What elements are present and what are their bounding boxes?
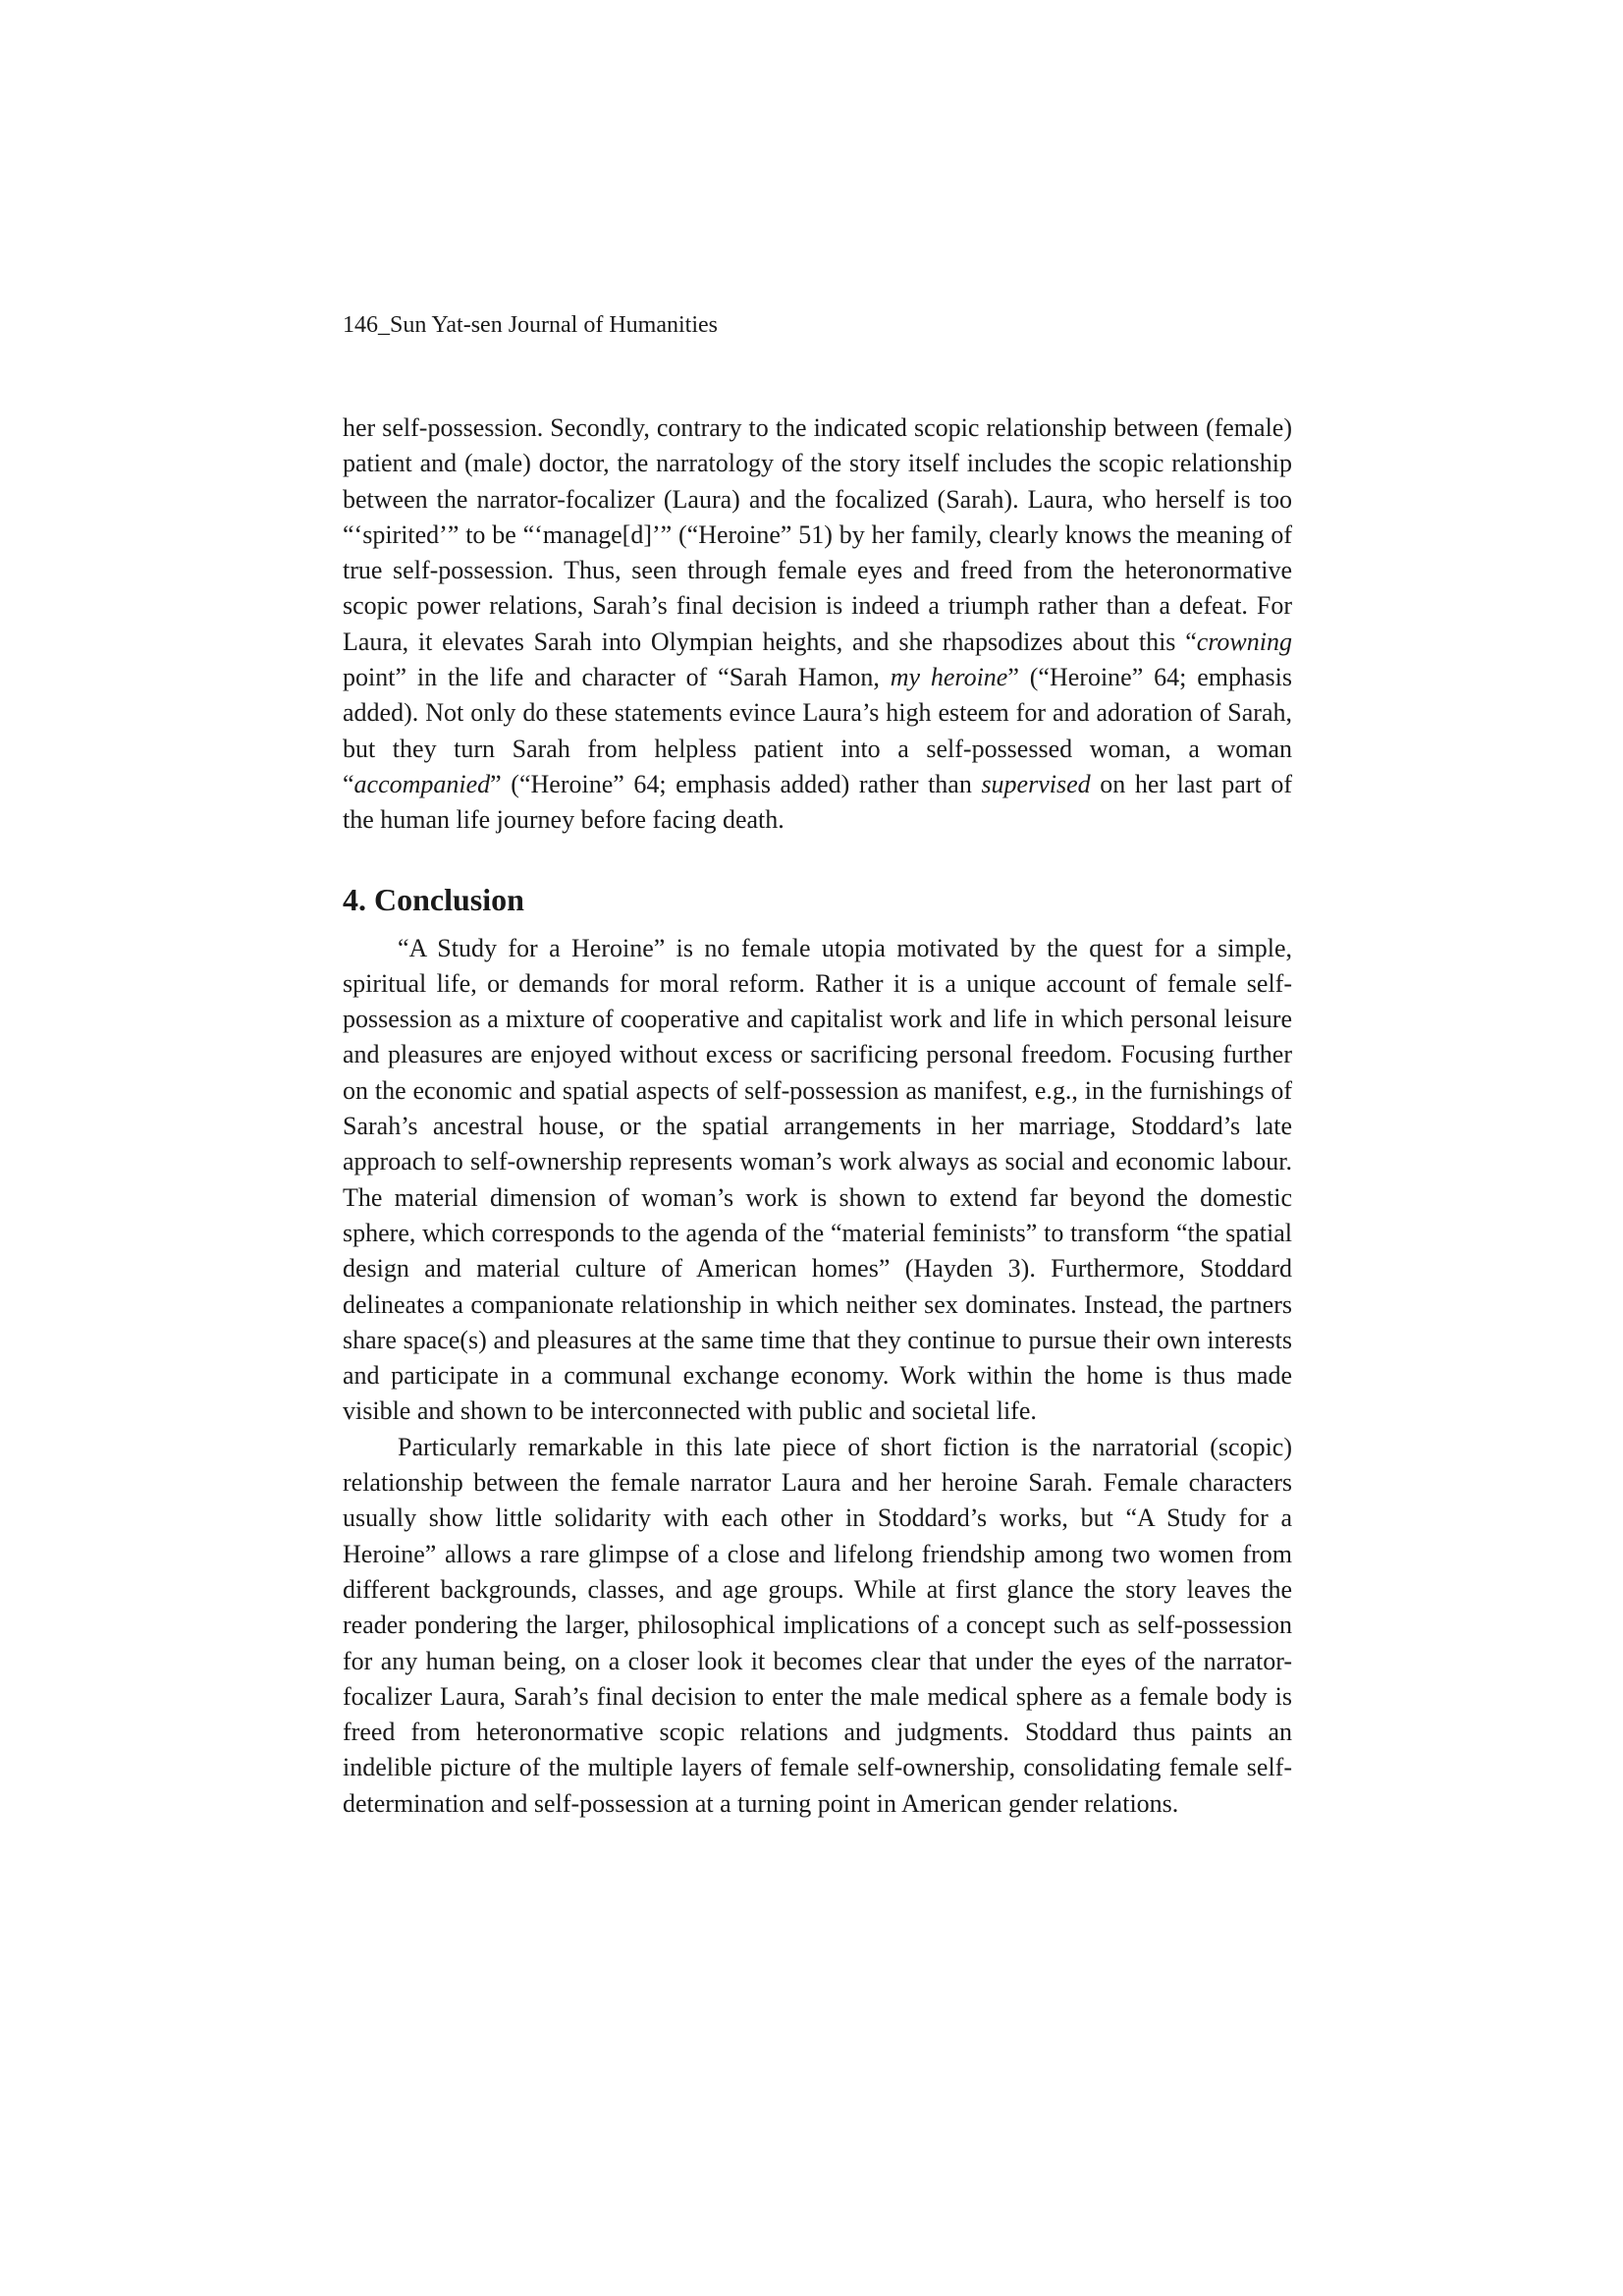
- text-run: on her last part of the human life journey before facing death.: [343, 769, 1292, 835]
- running-head: 146_Sun Yat-sen Journal of Humanities: [343, 312, 718, 338]
- emphasis-crowning: crowning: [1196, 627, 1292, 656]
- text-run: ” (“Heroine” 64; emphasis added). Not only do these statements evince Laura’s high esteem for and adoration of Sarah, but they turn Sarah from helpless patient into a self-possessed woman, a woman “: [343, 663, 1292, 798]
- section-heading-conclusion: 4. Conclusion: [343, 881, 524, 917]
- text-run: ” (“Heroine” 64; emphasis added) rather than: [490, 769, 982, 798]
- emphasis-supervised: supervised: [981, 769, 1091, 798]
- text-run: point” in the life and character of “Sarah Hamon,: [343, 663, 891, 692]
- paragraph-conclusion-2: Particularly remarkable in this late piece of short fiction is the narratorial (scopic) relationship between the female narrator Laura and her heroine Sarah. Female characters usually show little solidarity with each other in Stoddard’s works, but “A Study for a Heroine” allows a rare glimpse of a close and lifelong friendship among two women from different backgrounds, classes, and age groups. While at first glance the story leaves the reader pondering the larger, philosophical implications of a concept such as self-possession for any human being, on a closer look it becomes clear that under the eyes of the narrator-focalizer Laura, Sarah’s final decision to enter the male medical sphere as a female body is freed from heteronormative scopic relations and judgments. Stoddard thus paints an indelible picture of the multiple layers of female self-ownership, consolidating female self-determination and self-possession at a turning point in American gender relations.: [343, 1432, 1292, 1818]
- article-body: [343, 410, 1292, 1822]
- emphasis-my-heroine: my heroine: [890, 663, 1008, 692]
- text-run: her self-possession. Secondly, contrary to the indicated scopic relationship between (female) patient and (male) doctor, the narratology of the story itself includes the scopic relationship between the narrator-focalizer (Laura) and the focalized (Sarah). Laura, who herself is too “‘spirited’” to be “‘manage[d]’” (“Heroine” 51) by her family, clearly knows the meaning of true self-possession. Thus, seen through female eyes and freed from the heteronormative scopic power relations, Sarah’s final decision is indeed a triumph rather than a defeat. For Laura, it elevates Sarah into Olympian heights, and she rhapsodizes about this “: [343, 413, 1292, 656]
- emphasis-accompanied: accompanied: [353, 769, 491, 798]
- paragraph-conclusion-1: “A Study for a Heroine” is no female utopia motivated by the quest for a simple, spiritual life, or demands for moral reform. Rather it is a unique account of female self-possession as a mixture of cooperative and capitalist work and life in which personal leisure and pleasures are enjoyed without excess or sacrificing personal freedom. Focusing further on the economic and spatial aspects of self-possession as manifest, e.g., in the furnishings of Sarah’s ancestral house, or the spatial arrangements in her marriage, Stoddard’s late approach to self-ownership represents woman’s work always as social and economic labour. The material dimension of woman’s work is shown to extend far beyond the domestic sphere, which corresponds to the agenda of the “material feminists” to transform “the spatial design and material culture of American homes” (Hayden 3). Furthermore, Stoddard delineates a companionate relationship in which neither sex dominates. Instead, the partners share space(s) and pleasures at the same time that they continue to pursue their own interests and participate in a communal exchange economy. Work within the home is thus made visible and shown to be interconnected with public and societal life.: [343, 933, 1292, 1426]
- paragraph-continued: [343, 410, 1292, 839]
